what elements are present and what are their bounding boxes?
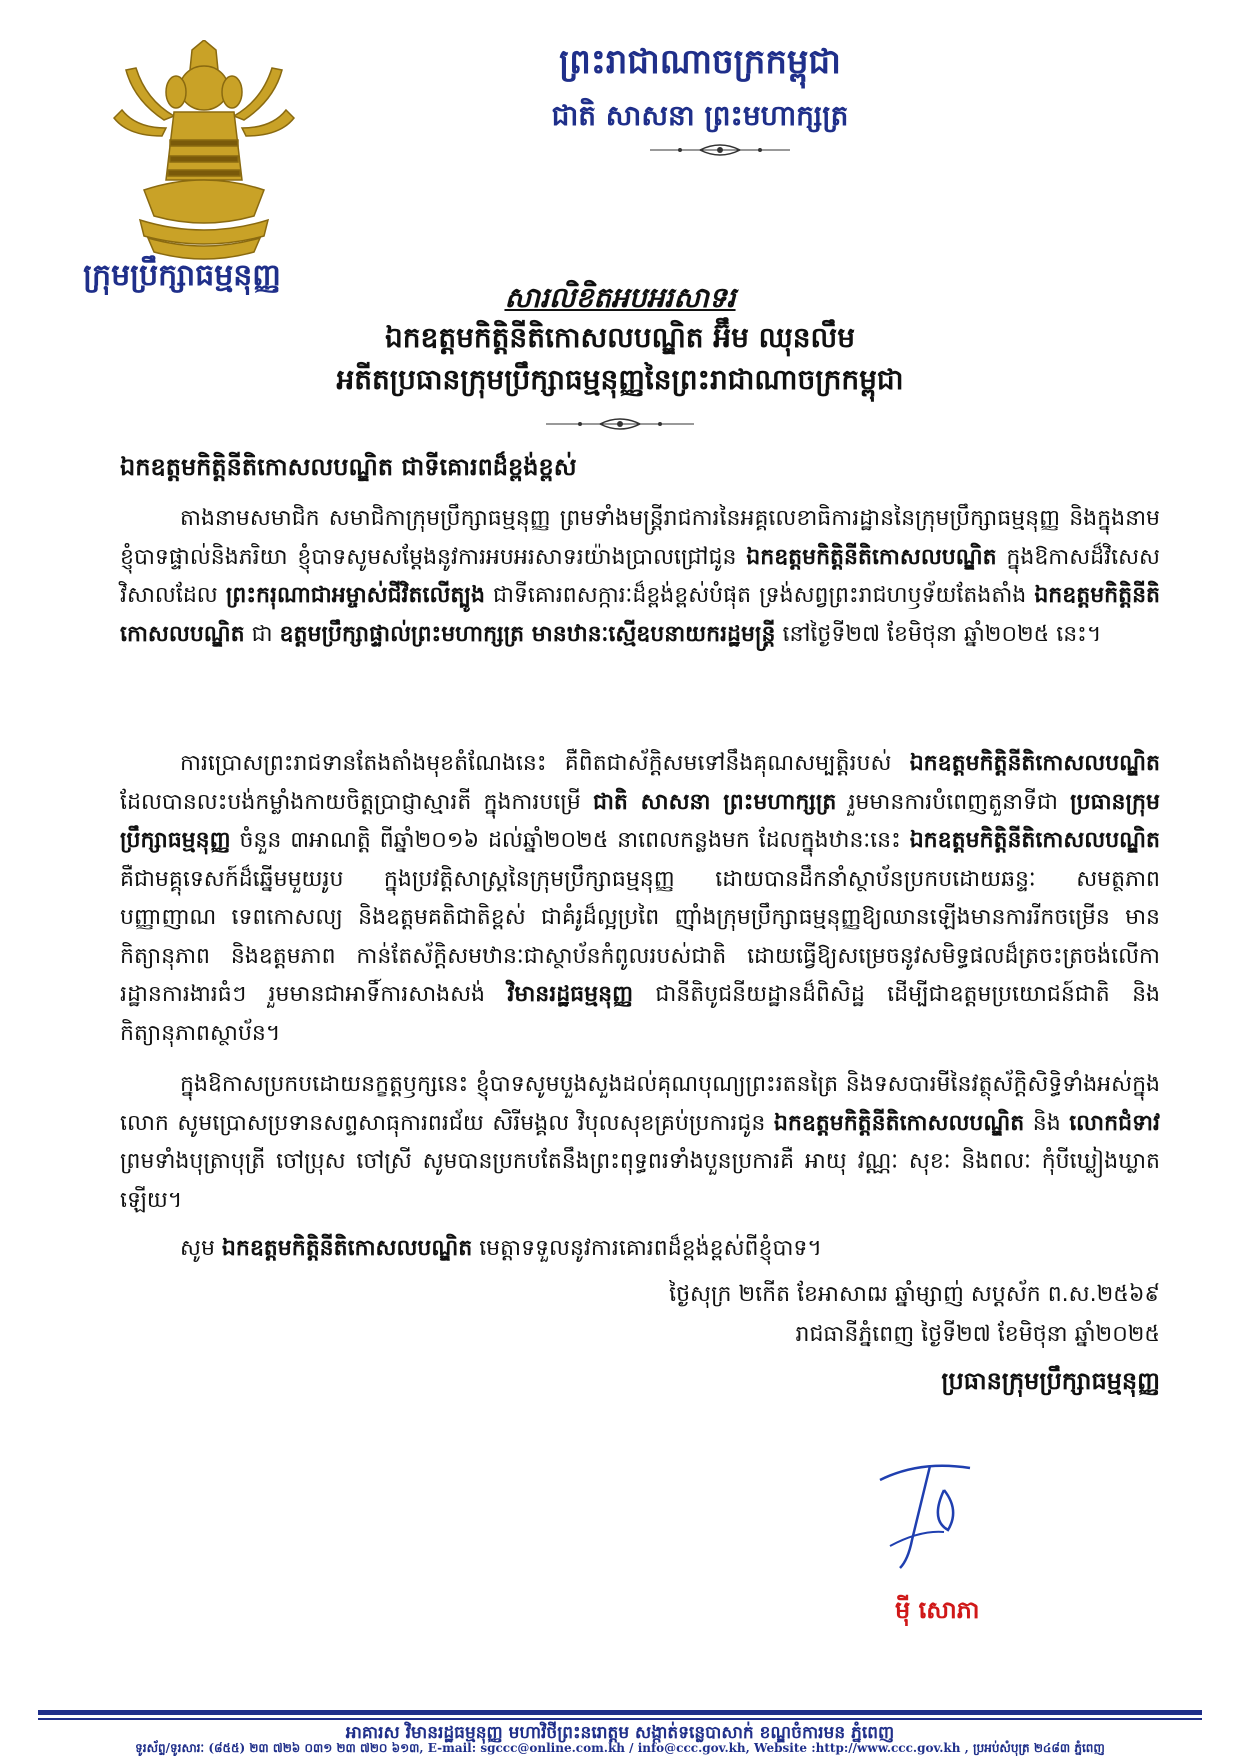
brahma-emblem-icon: [104, 40, 304, 280]
letter-type-heading: សារលិខិតអបអរសាទរ: [504, 281, 736, 314]
council-name-header: ក្រុមប្រឹក្សាធម្មនុញ្ញ: [83, 258, 281, 293]
place-date: រាជធានីភ្នំពេញ ថ្ងៃទី២៧ ខែមិថុនា ឆ្នាំ២០២៥: [795, 1322, 1160, 1347]
signatory-name: ម៉ី សោភា: [895, 1596, 980, 1624]
national-motto: ជាតិ សាសនា ព្រះមហាក្សត្រ: [551, 99, 849, 132]
paragraph-3: ក្នុងឱកាសប្រកបដោយនក្ខត្តឫក្សនេះ ខ្ញុំបាទសូមបួងសួងដល់គុណបុណ្យព្រះរតនត្រៃ និងទសបារមីនៃវត្ថុស័ក្តិសិទ្ធិទាំងអស់ក្នុងលោក សូមប្រោសប្រទានសព្ទសាធុការពរជ័យ សិរីមង្គល វិបុលសុខគ្រប់ប្រការជូន ឯកឧត្តមកិត្តិនីតិកោសលបណ្ឌិត និង លោកជំទាវ ព្រមទាំងបុត្រាបុត្រី ចៅប្រុស ចៅស្រី សូមបានប្រកបតែនឹងព្រះពុទ្ធពរទាំងបួនប្រការគឺ អាយុ វណ្ណៈ សុខៈ និងពលៈ កុំបីឃ្លៀងឃ្លាតឡើយ។: [120, 1072, 1160, 1213]
paragraph-2: ការប្រោសព្រះរាជទានតែងតាំងមុខតំណែងនេះ គឺពិតជាស័ក្តិសមទៅនឹងគុណសម្បត្តិរបស់ ឯកឧត្តមកិត្តិនីតិកោសលបណ្ឌិត ដែលបានលះបង់កម្លាំងកាយចិត្តប្រាជ្ញាស្មារតី ក្នុងការបម្រើ ជាតិ សាសនា ព្រះមហាក្សត្រ រួមមានការបំពេញតួនាទីជា ប្រធានក្រុមប្រឹក្សាធម្មនុញ្ញ ចំនួន ៣អាណត្តិ ពីឆ្នាំ២០១៦ ដល់ឆ្នាំ២០២៥ នាពេលកន្លងមក ដែលក្នុងឋានៈនេះ ឯកឧត្តមកិត្តិនីតិកោសលបណ្ឌិត គឺជាមគ្គុទេសក៍ដ៏ឆ្នើមមួយរូប ក្នុងប្រវត្តិសាស្ត្រនៃក្រុមប្រឹក្សាធម្មនុញ្ញ ដោយបានដឹកនាំស្ថាប័នប្រកបដោយឆន្ទៈ សមត្ថភាព បញ្ញាញាណ ទេពកោសល្យ និងឧត្តមគតិជាតិខ្ពស់ ជាគំរូដ៏ល្អប្រពៃ ញ៉ាំងក្រុមប្រឹក្សាធម្មនុញ្ញឱ្យឈានឡើងមានការរីកចម្រើន មានកិត្យានុភាព និងឧត្តមភាព កាន់តែស័ក្តិសមឋានៈជាស្ថាប័នកំពូលរបស់ជាតិ ដោយធ្វើឱ្យសម្រេចនូវសមិទ្ធផលដ៏ត្រចះត្រចង់លើការដ្ឋានការងារធំៗ រួមមានជាអាទិ៍ការសាងសង់ វិមានរដ្ឋធម្មនុញ្ញ ជានីតិបូជនីយដ្ឋានដ៏ពិសិដ្ឋ ដើម្បីជាឧត្តមប្រយោជន៍ជាតិ និងកិត្យានុភាពស្ថាប័ន។: [120, 751, 1160, 1046]
kingdom-title: ព្រះរាជាណាចក្រកម្ពុជា: [559, 42, 841, 82]
salutation: ឯកឧត្តមកិត្តិនីតិកោសលបណ្ឌិត ជាទីគោរពដ៏ខ្ពង់ខ្ពស់: [120, 453, 577, 481]
paragraph-4: សូម ឯកឧត្តមកិត្តិនីតិកោសលបណ្ឌិត មេត្តាទទួលនូវការគោរពដ៏ខ្ពង់ខ្ពស់ពីខ្ញុំបាទ។: [180, 1236, 822, 1261]
footer-address: អាគារស វិមានរដ្ឋធម្មនុញ្ញ មហាវិថីព្រះនរោត្តម សង្កាត់ទន្លេបាសាក់ ខណ្ឌចំការមន ភ្នំពេញ: [345, 1723, 895, 1743]
paragraph-1: តាងនាមសមាជិក សមាជិកាក្រុមប្រឹក្សាធម្មនុញ្ញ ព្រមទាំងមន្ត្រីរាជការនៃអគ្គលេខាធិការដ្ឋាននៃក្រុមប្រឹក្សាធម្មនុញ្ញ និងក្នុងនាមខ្ញុំបាទផ្ទាល់និងភរិយា ខ្ញុំបាទសូមសម្ដែងនូវការអបអរសាទរយ៉ាងប្រាលជ្រៅជូន ឯកឧត្តមកិត្តិនីតិកោសលបណ្ឌិត ក្នុងឱកាសដ៏វិសេសវិសាលដែល ព្រះករុណាជាអម្ចាស់ជីវិតលើត្បូង ជាទីគោរពសក្ការៈដ៏ខ្ពង់ខ្ពស់បំផុត ទ្រង់សព្វព្រះរាជហឫទ័យតែងតាំង ឯកឧត្តមកិត្តិនីតិកោសលបណ្ឌិត ជា ឧត្តមប្រឹក្សាផ្ទាល់ព្រះមហាក្សត្រ មានឋានៈស្មើឧបនាយករដ្ឋមន្ត្រី នៅថ្ងៃទី២៧ ខែមិថុនា ឆ្នាំ២០២៥ នេះ។: [120, 506, 1161, 647]
footer-contact: ទូរស័ព្ទ/ទូរសារៈ (៨៥៥) ២៣ ៧២៦ ០៣១ ២៣ ៧២០ ៦១៣, E-mail: sgccc@online.com.kh / info@ccc.gov.kh, Website :http://www.ccc.gov.kh , ប្រអប់សំបុត្រ ២៤៨៣ ភ្នំពេញ: [135, 1741, 1105, 1755]
footer-rule-thin: [38, 1718, 1202, 1720]
ornament-divider-icon: [640, 140, 800, 160]
footer-rule: [38, 1710, 1202, 1715]
recipient-position: អតីតប្រធានក្រុមប្រឹក្សាធម្មនុញ្ញនៃព្រះរាជាណាចក្រកម្ពុជា: [336, 363, 904, 396]
ornament-divider-icon: [540, 414, 700, 434]
recipient-name: ឯកឧត្តមកិត្តិនីតិកោសលបណ្ឌិត អ៊ឹម ឈុនលឹម: [385, 321, 855, 354]
handwritten-signature: [860, 1450, 1000, 1580]
lunar-date: ថ្ងៃសុក្រ ២កើត ខែអាសាឍ ឆ្នាំម្សាញ់ សប្តស័ក ព.ស.២៥៦៩: [669, 1282, 1160, 1307]
signatory-title: ប្រធានក្រុមប្រឹក្សាធម្មនុញ្ញ: [941, 1367, 1160, 1395]
